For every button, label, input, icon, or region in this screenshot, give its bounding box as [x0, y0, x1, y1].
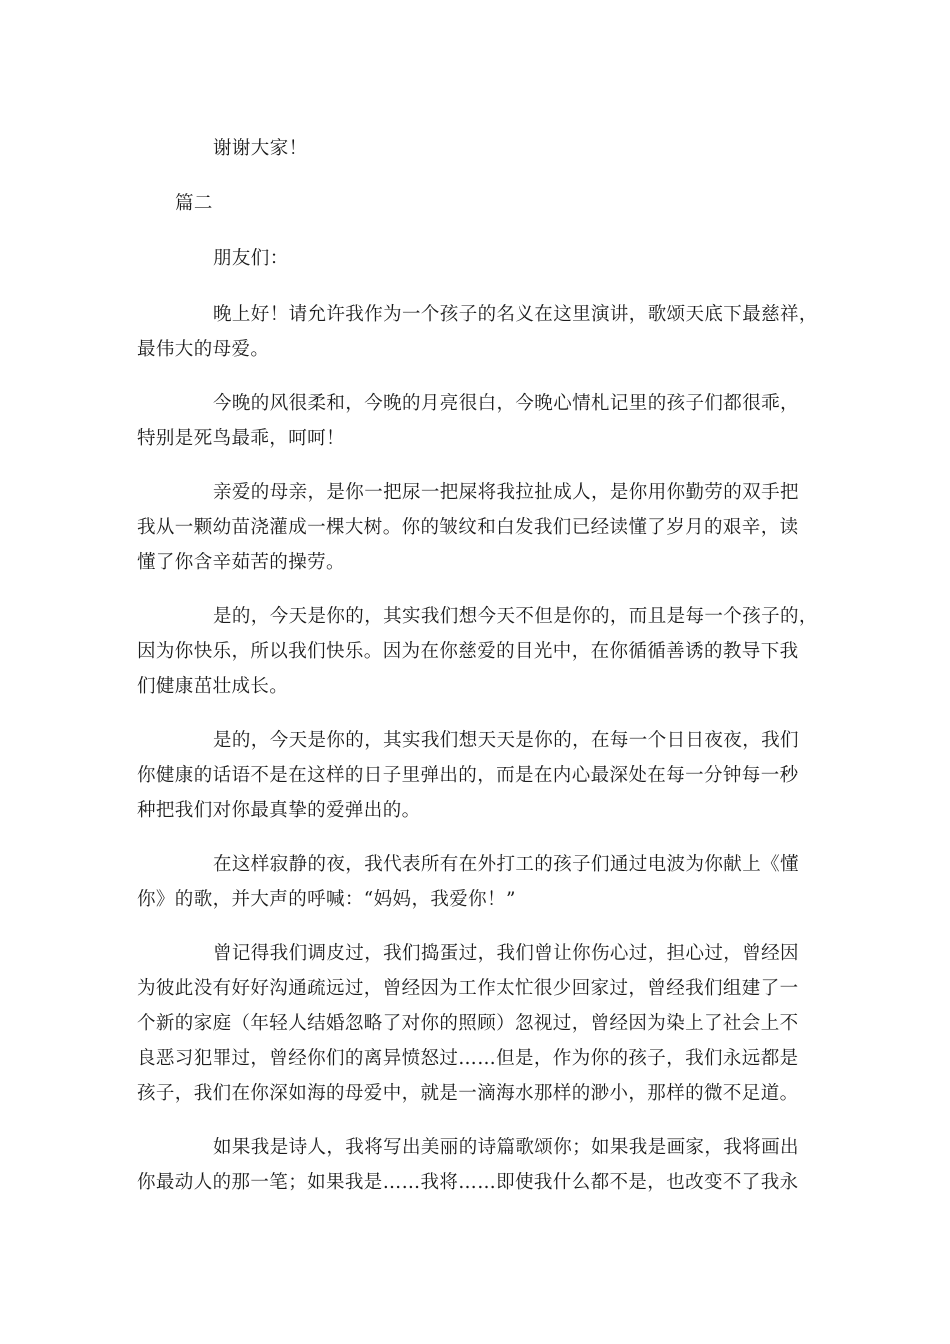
paragraph-line: 种把我们对你最真挚的爱弹出的。 [137, 800, 421, 821]
paragraph-line: 懂了你含辛茹苦的操劳。 [137, 552, 345, 573]
paragraph-line: 特别是死鸟最乖，呵呵！ [137, 428, 345, 449]
paragraph-line: 你健康的话语不是在这样的日子里弹出的，而是在内心最深处在每一分钟每一秒 [137, 765, 799, 786]
paragraph-line: 们健康茁壮成长。 [137, 676, 289, 697]
paragraph-line: 今晚的风很柔和，今晚的月亮很白，今晚心情札记里的孩子们都很乖， [213, 393, 799, 414]
paragraph-line: 是的，今天是你的，其实我们想今天不但是你的，而且是每一个孩子的， [213, 606, 818, 627]
text-line-greeting: 朋友们： [213, 248, 289, 269]
paragraph-line: 为彼此没有好好沟通疏远过，曾经因为工作太忙很少回家过，曾经我们组建了一 [137, 978, 799, 999]
paragraph-line: 是的，今天是你的，其实我们想天天是你的，在每一个日日夜夜，我们 [213, 730, 799, 751]
paragraph-line: 良恶习犯罪过，曾经你们的离异愤怒过……但是，作为你的孩子，我们永远都是 [137, 1048, 799, 1069]
paragraph-line: 你》的歌，并大声的呼喊：“妈妈，我爱你！” [137, 889, 516, 910]
paragraph-line: 亲爱的母亲，是你一把尿一把屎将我拉扯成人，是你用你勤劳的双手把 [213, 482, 799, 503]
paragraph-line: 如果我是诗人，我将写出美丽的诗篇歌颂你；如果我是画家，我将画出 [213, 1137, 799, 1158]
paragraph-line: 你最动人的那一笔；如果我是……我将……即使我什么都不是，也改变不了我永 [137, 1172, 799, 1193]
paragraph-line: 晚上好！请允许我作为一个孩子的名义在这里演讲，歌颂天底下最慈祥， [213, 304, 818, 325]
text-line-thanks: 谢谢大家！ [213, 138, 308, 159]
paragraph-line: 我从一颗幼苗浇灌成一棵大树。你的皱纹和白发我们已经读懂了岁月的艰辛，读 [137, 517, 799, 538]
paragraph-line: 曾记得我们调皮过，我们捣蛋过，我们曾让你伤心过，担心过，曾经因 [213, 943, 799, 964]
paragraph-line: 因为你快乐，所以我们快乐。因为在你慈爱的目光中，在你循循善诱的教导下我 [137, 641, 799, 662]
section-heading: 篇二 [175, 193, 213, 214]
paragraph-line: 最伟大的母爱。 [137, 339, 270, 360]
paragraph-line: 个新的家庭（年轻人结婚忽略了对你的照顾）忽视过，曾经因为染上了社会上不 [137, 1013, 799, 1034]
paragraph-line: 在这样寂静的夜，我代表所有在外打工的孩子们通过电波为你献上《懂 [213, 854, 799, 875]
paragraph-line: 孩子，我们在你深如海的母爱中，就是一滴海水那样的渺小，那样的微不足道。 [137, 1083, 799, 1104]
